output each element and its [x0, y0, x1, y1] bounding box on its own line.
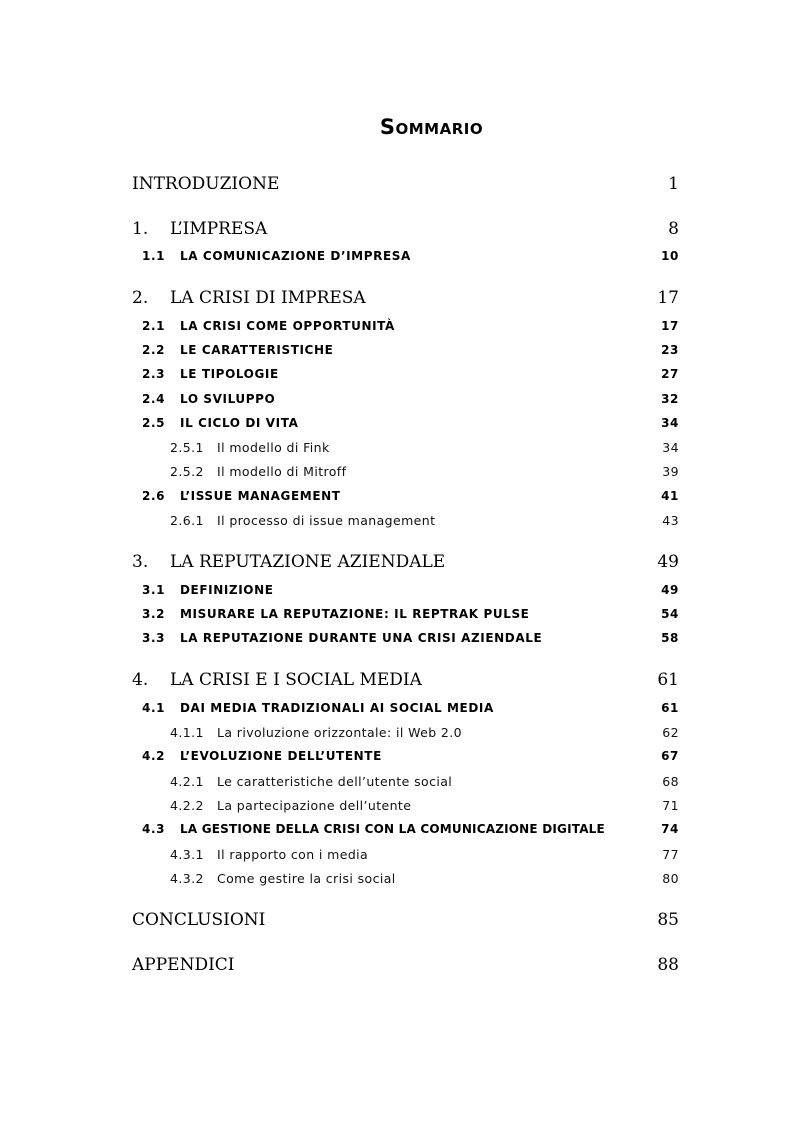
toc-section-2-1[interactable] [132, 319, 679, 343]
toc-entry-page: 1 [668, 174, 679, 194]
toc-chapter-1[interactable] [132, 219, 679, 243]
toc-entry-label: LA CRISI DI IMPRESA [170, 288, 366, 308]
toc-entry-number: 4.1.1 [170, 725, 204, 740]
toc-entry-number: 2.6 [142, 489, 166, 503]
toc-entry-introduzione[interactable] [132, 174, 679, 198]
toc-entry-number: 3.1 [142, 583, 166, 597]
toc-section-2-6[interactable] [132, 489, 679, 513]
toc-entry-page: 23 [661, 343, 679, 357]
toc-entry-number: 2.5 [142, 416, 166, 430]
toc-entry-label: INTRODUZIONE [132, 174, 280, 194]
toc-chapter-3[interactable] [132, 552, 679, 576]
toc-entry-label: MISURARE LA REPUTAZIONE: IL REPTRAK PULSE [180, 607, 530, 621]
toc-subsection-4-3-1[interactable] [132, 847, 679, 871]
toc-entry-page: 41 [661, 489, 679, 503]
toc-entry-label: Il modello di Fink [217, 440, 330, 455]
toc-section-4-2[interactable] [132, 749, 679, 773]
toc-subsection-4-3-2[interactable] [132, 871, 679, 895]
toc-entry-label: IL CICLO DI VITA [180, 416, 299, 430]
toc-entry-number: 4.2.1 [170, 774, 204, 789]
toc-entry-number: 2.2 [142, 343, 166, 357]
toc-entry-label: La partecipazione dell’utente [217, 798, 412, 813]
toc-entry-label: L’ISSUE MANAGEMENT [180, 489, 341, 503]
toc-entry-number: 2.3 [142, 367, 166, 381]
toc-section-2-3[interactable] [132, 367, 679, 391]
toc-section-2-4[interactable] [132, 392, 679, 416]
toc-entry-label: LE CARATTERISTICHE [180, 343, 334, 357]
toc-entry-page: 88 [657, 955, 679, 975]
toc-entry-label: DAI MEDIA TRADIZIONALI AI SOCIAL MEDIA [180, 701, 494, 715]
toc-entry-number: 3.3 [142, 631, 166, 645]
toc-entry-number: 4.3 [142, 822, 166, 836]
toc-entry-page: 77 [662, 847, 679, 862]
toc-section-3-2[interactable] [132, 607, 679, 631]
toc-entry-page: 17 [657, 288, 679, 308]
toc-entry-number: 4.2.2 [170, 798, 204, 813]
toc-entry-page: 49 [657, 552, 679, 572]
toc-entry-page: 54 [661, 607, 679, 621]
toc-section-2-2[interactable] [132, 343, 679, 367]
toc-entry-page: 68 [662, 774, 679, 789]
toc-entry-label: L’EVOLUZIONE DELL’UTENTE [180, 749, 382, 763]
toc-entry-page: 27 [661, 367, 679, 381]
toc-entry-page: 34 [662, 440, 679, 455]
toc-section-4-1[interactable] [132, 701, 679, 725]
toc-section-4-3[interactable] [132, 822, 679, 846]
toc-subsection-4-1-1[interactable] [132, 725, 679, 749]
toc-entry-page: 61 [657, 670, 679, 690]
toc-chapter-4[interactable] [132, 670, 679, 694]
toc-subsection-2-5-2[interactable] [132, 464, 679, 488]
toc-entry-number: 2.6.1 [170, 513, 204, 528]
toc-entry-number: 2. [132, 288, 149, 308]
toc-section-3-3[interactable] [132, 631, 679, 655]
toc-entry-page: 80 [662, 871, 679, 886]
toc-entry-page: 49 [661, 583, 679, 597]
toc-entry-label: CONCLUSIONI [132, 910, 266, 930]
toc-entry-page: 61 [661, 701, 679, 715]
toc-entry-label: LA CRISI COME OPPORTUNITÀ [180, 319, 395, 333]
toc-entry-label: L’IMPRESA [170, 219, 268, 239]
toc-subsection-4-2-1[interactable] [132, 774, 679, 798]
toc-entry-page: 10 [661, 249, 679, 263]
toc-entry-number: 4. [132, 670, 149, 690]
toc-entry-label: Come gestire la crisi social [217, 871, 396, 886]
toc-entry-label: La rivoluzione orizzontale: il Web 2.0 [217, 725, 463, 740]
toc-entry-label: DEFINIZIONE [180, 583, 274, 597]
toc-entry-label: APPENDICI [132, 955, 235, 975]
toc-entry-page: 39 [662, 464, 679, 479]
toc-entry-label: Le caratteristiche dell’utente social [217, 774, 453, 789]
toc-entry-label: Il processo di issue management [217, 513, 436, 528]
toc-entry-number: 2.5.1 [170, 440, 204, 455]
toc-chapter-2[interactable] [132, 288, 679, 312]
toc-entry-number: 2.5.2 [170, 464, 204, 479]
toc-entry-number: 4.2 [142, 749, 166, 763]
toc-section-2-5[interactable] [132, 416, 679, 440]
toc-entry-label: LO SVILUPPO [180, 392, 276, 406]
toc-entry-number: 2.4 [142, 392, 166, 406]
toc-entry-number: 2.1 [142, 319, 166, 333]
toc-entry-page: 34 [661, 416, 679, 430]
toc-entry-appendici[interactable] [132, 955, 679, 979]
toc-entry-label: LA REPUTAZIONE AZIENDALE [170, 552, 446, 572]
toc-entry-page: 71 [662, 798, 679, 813]
toc-entry-label: Il modello di Mitroff [217, 464, 347, 479]
toc-entry-label: LA GESTIONE DELLA CRISI CON LA COMUNICAZIONE DIGITALE [180, 822, 605, 836]
toc-entry-label: LE TIPOLOGIE [180, 367, 279, 381]
toc-entry-page: 58 [661, 631, 679, 645]
toc-entry-label: LA CRISI E I SOCIAL MEDIA [170, 670, 422, 690]
toc-entry-page: 67 [661, 749, 679, 763]
toc-entry-label: LA REPUTAZIONE DURANTE UNA CRISI AZIENDALE [180, 631, 543, 645]
toc-subsection-4-2-2[interactable] [132, 798, 679, 822]
toc-entry-number: 3. [132, 552, 149, 572]
toc-entry-page: 85 [657, 910, 679, 930]
toc-entry-label: Il rapporto con i media [217, 847, 369, 862]
toc-entry-number: 4.1 [142, 701, 166, 715]
toc-entry-number: 4.3.2 [170, 871, 204, 886]
toc-section-3-1[interactable] [132, 583, 679, 607]
toc-entry-page: 62 [662, 725, 679, 740]
toc-entry-number: 1.1 [142, 249, 166, 263]
toc-entry-number: 3.2 [142, 607, 166, 621]
toc-entry-page: 8 [668, 219, 679, 239]
toc-entry-conclusioni[interactable] [132, 910, 679, 934]
toc-entry-number: 4.3.1 [170, 847, 204, 862]
toc-entry-number: 1. [132, 219, 149, 239]
toc-entry-page: 43 [662, 513, 679, 528]
toc-entry-page: 74 [661, 822, 679, 836]
toc-section-1-1[interactable] [132, 249, 679, 273]
toc-subsection-2-6-1[interactable] [132, 513, 679, 537]
toc-entry-label: LA COMUNICAZIONE D’IMPRESA [180, 249, 411, 263]
toc-entry-page: 32 [661, 392, 679, 406]
toc-subsection-2-5-1[interactable] [132, 440, 679, 464]
page-title: Sommario [379, 115, 484, 139]
toc-entry-page: 17 [661, 319, 679, 333]
